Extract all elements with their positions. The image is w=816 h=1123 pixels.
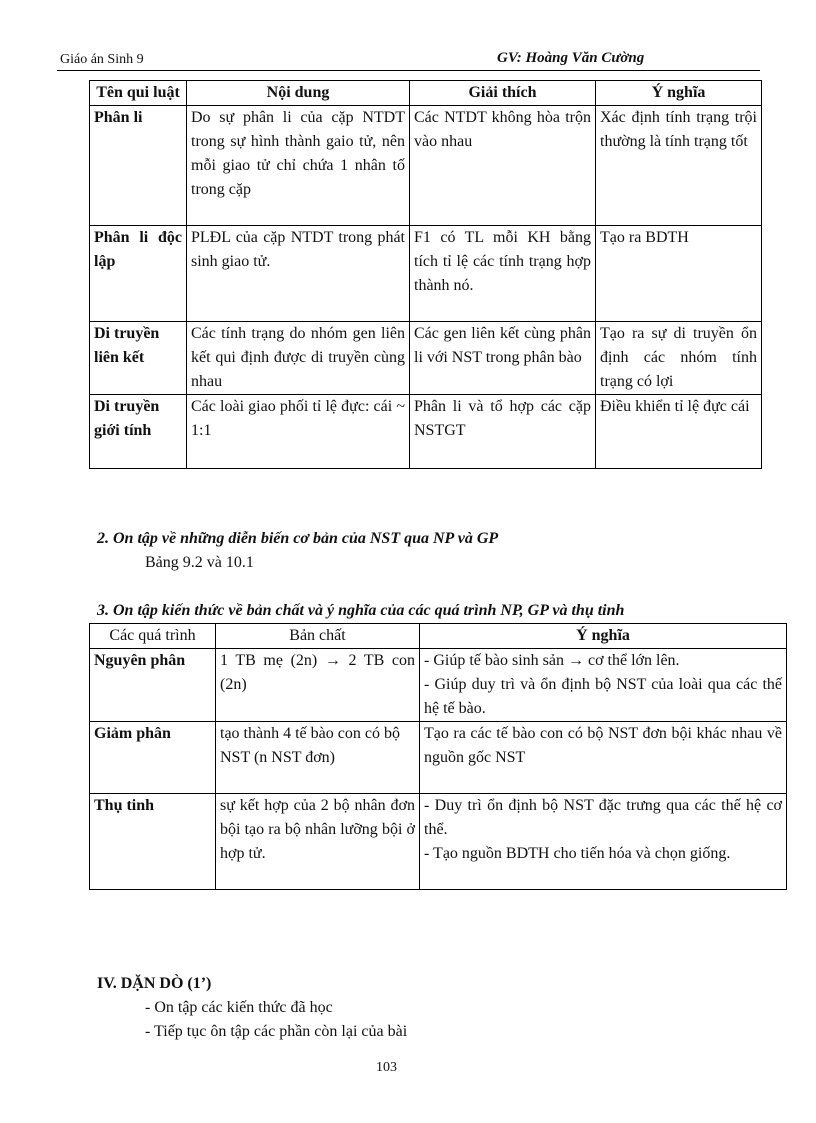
- law-meaning: Tạo ra sự di truyền ổn định các nhóm tính trạng có lợi: [596, 322, 762, 395]
- page-number: 103: [376, 1060, 397, 1075]
- meaning-line: - Giúp tế bào sinh sản → cơ thể lớn lên.: [424, 652, 680, 669]
- header-right: GV: Hoàng Văn Cường: [497, 50, 645, 66]
- meaning-line: - Duy trì ổn định bộ NST đặc trưng qua các thế hệ cơ thể.: [424, 797, 782, 838]
- section-2-body: Bảng 9.2 và 10.1: [145, 554, 254, 571]
- process-essence: 1 TB mẹ (2n) → 2 TB con (2n): [216, 649, 420, 722]
- law-meaning: Xác định tính trạng trội thường là tính trạng tốt: [596, 106, 762, 226]
- law-content: Do sự phân li của cặp NTDT trong sự hình thành gaio tử, nên mỗi giao tử chỉ chứa 1 nhân tố trong cặp: [187, 106, 410, 226]
- column-header: Tên qui luật: [90, 81, 187, 106]
- table-row: [90, 722, 787, 794]
- laws-table: [89, 80, 762, 469]
- process-meaning: [420, 649, 787, 722]
- column-header: Nội dung: [187, 81, 410, 106]
- law-explanation: F1 có TL mỗi KH bằng tích tỉ lệ các tính trạng hợp thành nó.: [410, 226, 596, 322]
- table-row: [90, 395, 762, 469]
- law-explanation: Các gen liên kết cùng phân li với NST trong phân bào: [410, 322, 596, 395]
- section-4-title: IV. DẶN DÒ (1’): [97, 975, 212, 992]
- table-row: [90, 226, 762, 322]
- column-header: Các quá trình: [90, 624, 216, 649]
- todo-item: - Tiếp tục ôn tập các phần còn lại của bài: [145, 1023, 408, 1040]
- law-explanation: Phân li và tổ hợp các cặp NSTGT: [410, 395, 596, 469]
- header-divider: [57, 70, 760, 71]
- section-2-title: 2. On tập về những diễn biến cơ bản của NST qua NP và GP: [97, 530, 499, 547]
- column-header: Bản chất: [216, 624, 420, 649]
- process-name: Nguyên phân: [90, 649, 216, 722]
- law-content: Các tính trạng do nhóm gen liên kết qui định được di truyền cùng nhau: [187, 322, 410, 395]
- table-row: [90, 794, 787, 890]
- column-header: Ý nghĩa: [420, 624, 787, 649]
- process-essence: sự kết hợp của 2 bộ nhân đơn bội tạo ra bộ nhân lưỡng bội ở hợp tử.: [216, 794, 420, 890]
- table-header-row: [90, 81, 762, 106]
- table-row: [90, 649, 787, 722]
- column-header: Giải thích: [410, 81, 596, 106]
- process-meaning: [420, 722, 787, 794]
- law-meaning: Tạo ra BDTH: [596, 226, 762, 322]
- process-meaning: [420, 794, 787, 890]
- table-header-row: [90, 624, 787, 649]
- table-row: [90, 106, 762, 226]
- law-name: Phân li: [90, 106, 187, 226]
- processes-table: [89, 623, 787, 890]
- todo-item: - On tập các kiến thức đã học: [145, 999, 333, 1016]
- law-content: PLĐL của cặp NTDT trong phát sinh giao tử.: [187, 226, 410, 322]
- law-name: Di truyền liên kết: [90, 322, 187, 395]
- meaning-line: - Giúp duy trì và ổn định bộ NST của loài qua các thế hệ tế bào.: [424, 676, 782, 717]
- column-header: Ý nghĩa: [596, 81, 762, 106]
- law-name: Di truyền giới tính: [90, 395, 187, 469]
- section-3-title: 3. On tập kiến thức về bản chất và ý nghĩa của các quá trình NP, GP và thụ tinh: [97, 602, 625, 619]
- process-name: Giảm phân: [90, 722, 216, 794]
- law-content: Các loài giao phối tỉ lệ đực: cái ~ 1:1: [187, 395, 410, 469]
- process-name: Thụ tinh: [90, 794, 216, 890]
- table-row: [90, 322, 762, 395]
- law-meaning: Điều khiển tỉ lệ đực cái: [596, 395, 762, 469]
- process-essence: tạo thành 4 tế bào con có bộ NST (n NST đơn): [216, 722, 420, 794]
- header-left: Giáo án Sinh 9: [60, 52, 144, 67]
- meaning-line: Tạo ra các tế bào con có bộ NST đơn bội khác nhau về nguồn gốc NST: [424, 725, 782, 766]
- meaning-line: - Tạo nguồn BDTH cho tiến hóa và chọn giống.: [424, 845, 731, 862]
- law-explanation: Các NTDT không hòa trộn vào nhau: [410, 106, 596, 226]
- law-name: Phân li độc lập: [90, 226, 187, 322]
